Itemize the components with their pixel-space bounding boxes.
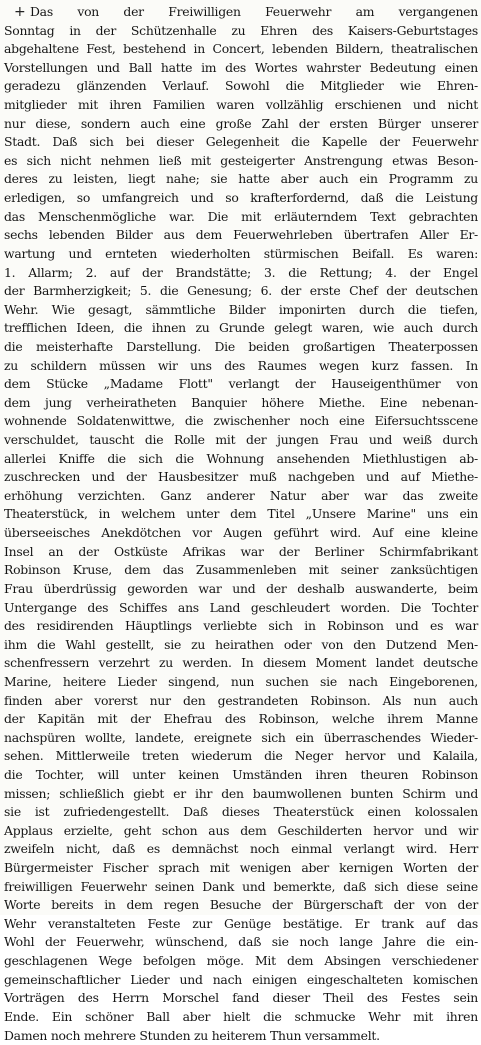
text-line: geradezu glänzenden Verlauf. Sowohl die Mitglieder wie Ehren- <box>4 78 478 94</box>
text-line: verschuldet, tauscht die Rolle mit der jungen Frau und weiß durch <box>4 432 478 448</box>
text-line: Insel an der Ostküste Afrikas war der Berliner Schirmfabrikant <box>4 543 478 559</box>
text-line: Vorstellungen und Ball hatte im des Wortes wahrster Bedeutung einen <box>4 59 478 75</box>
text-line: Robinson Kruse, dem das Zusammenleben mit seiner zanksüchtigen <box>4 562 478 578</box>
text-line: Vorträgen des Herrn Morschel fand dieser Theil des Festes sein <box>4 990 478 1006</box>
text-line-content: Das von der Freiwilligen Feuerwehr am vergangenen <box>30 4 478 19</box>
text-line: Frau überdrüssig geworden war und der deshalb auswanderte, beim <box>4 580 478 596</box>
text-line: Wohl der Feuerwehr, wünschend, daß sie noch lange Jahre die ein- <box>4 934 478 950</box>
text-line: sie ist zufriedengestellt. Daß dieses Theaterstück einen kolossalen <box>4 804 478 820</box>
text-line: Damen noch mehrere Stunden zu heiterem Thun versammelt. <box>4 1027 380 1043</box>
text-line: mitglieder mit ihren Familien waren vollzählig erschienen und nicht <box>4 97 478 113</box>
text-line: wohnende Soldatenwittwe, die zwischenher noch eine Eifersuchtsscene <box>4 413 478 429</box>
text-line: sechs lebenden Bilder aus dem Feuerwehrleben übertrafen Aller Er- <box>4 227 478 243</box>
text-line: Sonntag in der Schützenhalle zu Ehren des Kaisers-Geburtstages <box>4 22 478 38</box>
text-line: überseeisches Anekdötchen vor Augen geführt wird. Auf eine kleine <box>4 525 478 541</box>
text-line: des residirenden Häuptlings verliebte sich in Robinson und es war <box>4 618 478 634</box>
text-line: schenfressern verzehrt zu werden. In diesem Moment landet deutsche <box>4 655 478 671</box>
text-line: Wehr. Wie gesagt, sämmtliche Bilder imponirten durch die tiefen, <box>4 301 478 317</box>
text-line: Bürgermeister Fischer sprach mit wenigen aber kernigen Worten der <box>4 860 478 876</box>
article-text <box>4 3 478 1045</box>
text-line: Wehr veranstalteten Feste zur Genüge bestätige. Er trank auf das <box>4 915 478 931</box>
text-line: erledigen, so umfangreich und so krafterfordernd, daß die Leistung <box>4 190 478 206</box>
text-line: freiwilligen Feuerwehr seinen Dank und bemerkte, daß sich diese seine <box>4 878 478 894</box>
text-line: Ende. Ein schöner Ball aber hielt die schmucke Wehr mit ihren <box>4 1008 478 1024</box>
text-line: nachspüren wollte, landete, ereignete sich ein überraschendes Wieder- <box>4 729 478 745</box>
text-line: Marine, heitere Lieder singend, nun suchen sie nach Eingeborenen, <box>4 673 478 689</box>
text-line: allerlei Kniffe die sich die Wohnung ansehenden Miethlustigen ab- <box>4 450 478 466</box>
text-line: dem jung verheiratheten Banquier höhere Miethe. Eine nebenan- <box>4 394 478 410</box>
text-line: Stadt. Daß sich bei dieser Gelegenheit die Kapelle der Feuerwehr <box>4 134 478 150</box>
text-line <box>4 3 478 22</box>
text-line: zu schildern müssen wir uns des Raumes wegen kurz fassen. In <box>4 357 478 373</box>
text-line: nur diese, sondern auch eine große Zahl der ersten Bürger unserer <box>4 115 478 131</box>
text-line: ihm die Wahl gestellt, sie zu heirathen oder von den Dutzend Men- <box>4 636 478 652</box>
text-line: 1. Allarm; 2. auf der Brandstätte; 3. die Rettung; 4. der Engel <box>4 264 478 280</box>
text-line: trefflichen Ideen, die ihnen zu Grunde gelegt waren, wie auch durch <box>4 320 478 336</box>
cross-marker-icon: + <box>14 4 26 20</box>
text-line: der Kapitän mit der Ehefrau des Robinson, welche ihrem Manne <box>4 711 478 727</box>
text-line: das Menschenmögliche war. Die mit erläuterndem Text gebrachten <box>4 208 478 224</box>
text-line: abgehaltene Fest, bestehend in Concert, lebenden Bildern, theatralischen <box>4 41 478 57</box>
text-line: Theaterstück, in welchem unter dem Titel „Unsere Marine" uns ein <box>4 506 478 522</box>
text-line: zuschrecken und der Hausbesitzer muß nachgeben und auf Miethe- <box>4 469 478 485</box>
text-line: Worte bereits in dem regen Besuche der Bürgerschaft der von der <box>4 897 478 913</box>
text-line: sehen. Mittlerweile treten wiederum die Neger hervor und Kalaila, <box>4 748 478 764</box>
text-line: deres zu leisten, liegt nahe; sie hatte aber auch ein Programm zu <box>4 171 478 187</box>
text-line: die meisterhafte Darstellung. Die beiden großartigen Theaterpossen <box>4 338 478 354</box>
text-line: der Barmherzigkeit; 5. die Genesung; 6. der erste Chef der deutschen <box>4 283 478 299</box>
text-line: gemeinschaftlicher Lieder und nach einigen eingeschalteten komischen <box>4 971 478 987</box>
text-line: Untergange des Schiffes ans Land geschleudert worden. Die Tochter <box>4 599 478 615</box>
text-line: missen; schließlich giebt er ihr den baumwollenen bunten Schirm und <box>4 785 478 801</box>
text-line: geschlagenen Wege befolgen möge. Mit dem Absingen verschiedener <box>4 953 478 969</box>
text-line: zweifeln nicht, daß es demnächst noch einmal verlangt wird. Herr <box>4 841 478 857</box>
text-line: finden aber vorerst nur den gestrandeten Robinson. Als nun auch <box>4 692 478 708</box>
text-line: die Tochter, will unter keinen Umständen ihren theuren Robinson <box>4 766 478 782</box>
text-line: wartung und ernteten wiederholten stürmischen Beifall. Es waren: <box>4 245 478 261</box>
text-line: erhöhung verzichten. Ganz anderer Natur aber war das zweite <box>4 487 478 503</box>
text-line: es sich nicht nehmen ließ mit gesteigerter Anstrengung etwas Beson- <box>4 152 478 168</box>
text-line: Applaus erzielte, geht schon aus dem Geschilderten hervor und wir <box>4 822 478 838</box>
text-line: dem Stücke „Madame Flott" verlangt der Hauseigenthümer von <box>4 376 478 392</box>
